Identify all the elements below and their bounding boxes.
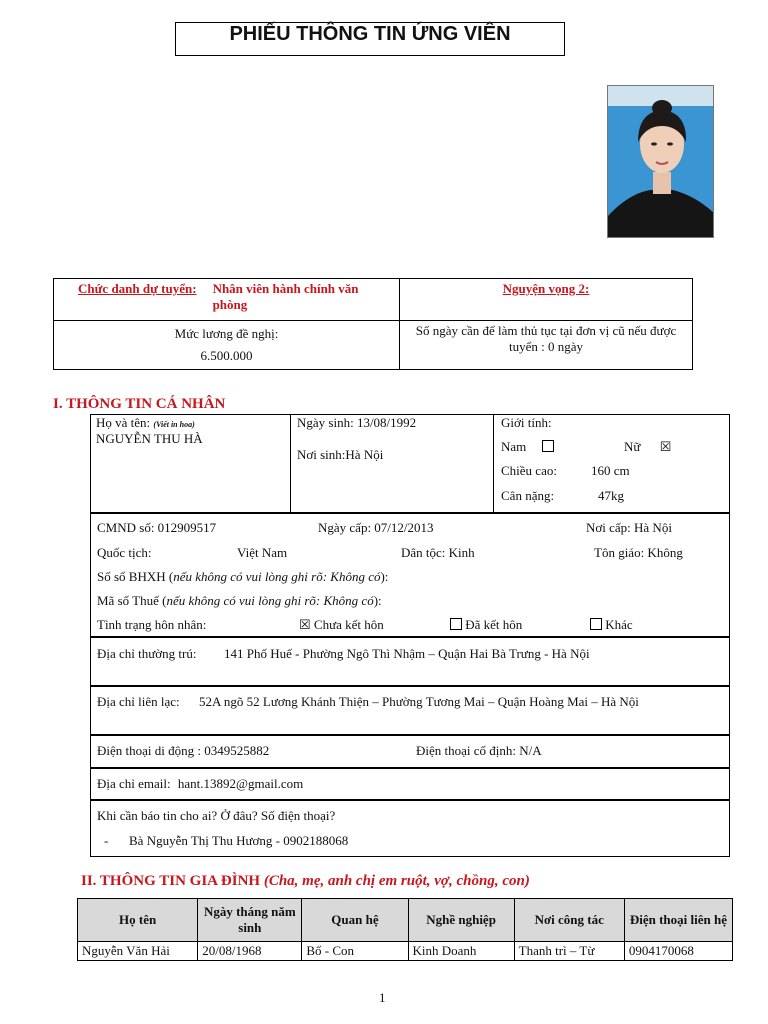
nationality-label: Quốc tịch: bbox=[97, 545, 152, 560]
family-col-job: Nghề nghiệp bbox=[408, 899, 514, 942]
family-col-workplace: Nơi công tác bbox=[514, 899, 624, 942]
id-issue-place: Nơi cấp: Hà Nội bbox=[586, 520, 672, 535]
salary-label: Mức lương đề nghị: bbox=[174, 326, 279, 341]
tax-note: nếu không có vui lòng ghi rõ: Không có bbox=[166, 593, 374, 608]
tax-line bbox=[97, 593, 382, 609]
notice-days-label: Số ngày cần để làm thủ tục tại đơn vị cũ nếu được tuyển : bbox=[415, 323, 677, 354]
nationality-value: Việt Nam bbox=[237, 545, 288, 560]
male-checkbox[interactable] bbox=[542, 440, 554, 452]
marital-single-option[interactable] bbox=[299, 617, 384, 633]
position-value: Nhân viên hành chính văn phòng bbox=[212, 281, 359, 312]
emergency-question: Khi cần báo tin cho ai? Ở đâu? Số điện thoại? bbox=[97, 808, 336, 823]
female-checkbox[interactable]: ☒ bbox=[659, 439, 672, 454]
family-cell-name: Nguyễn Văn Hải bbox=[78, 942, 198, 961]
contact-address-value: 52A ngõ 52 Lương Khánh Thiện – Phường Tương Mai – Quận Hoàng Mai – Hà Nội bbox=[199, 694, 639, 709]
landline-phone: Điện thoại cố định: N/A bbox=[416, 743, 542, 758]
name-label: Họ và tên: bbox=[96, 415, 151, 430]
applicant-photo bbox=[607, 85, 714, 238]
salary-value: 6.500.000 bbox=[200, 348, 253, 363]
married-checkbox[interactable] bbox=[450, 618, 462, 630]
permanent-address-value: 141 Phố Huế - Phường Ngô Thì Nhậm – Quận Hai Bà Trưng - Hà Nội bbox=[224, 646, 590, 661]
male-label: Nam bbox=[501, 439, 527, 454]
email-line bbox=[97, 776, 303, 792]
form-title: PHIẾU THÔNG TIN ỨNG VIÊN bbox=[175, 22, 565, 56]
tax-end: ): bbox=[373, 593, 382, 608]
email-label: Địa chỉ email: bbox=[97, 776, 171, 791]
family-col-phone: Điện thoại liên hệ bbox=[624, 899, 732, 942]
wish2-label: Nguyện vọng 2: bbox=[502, 281, 590, 296]
position-label: Chức danh dự tuyển: bbox=[78, 281, 197, 296]
wish2-cell bbox=[400, 279, 693, 321]
family-cell-workplace: Thanh trì – Từ bbox=[514, 942, 624, 961]
single-checkbox[interactable]: ☒ bbox=[299, 617, 311, 632]
id-issue-date: Ngày cấp: 07/12/2013 bbox=[318, 520, 434, 535]
single-label: Chưa kết hôn bbox=[313, 617, 384, 632]
gender-label: Giới tính: bbox=[501, 415, 552, 430]
section1-heading: I. THÔNG TIN CÁ NHÂN bbox=[53, 396, 226, 412]
birthplace: Nơi sinh:Hà Nội bbox=[297, 447, 384, 462]
marital-married-option[interactable] bbox=[450, 617, 522, 633]
position-table bbox=[53, 278, 693, 370]
tax-label: Mã số Thuế ( bbox=[97, 593, 167, 608]
email-value: hant.13892@gmail.com bbox=[177, 776, 304, 791]
married-label: Đã kết hôn bbox=[465, 617, 523, 632]
insurance-end: ): bbox=[380, 569, 389, 584]
family-cell-relation: Bố - Con bbox=[302, 942, 408, 961]
insurance-label: Số sổ BHXH ( bbox=[97, 569, 174, 584]
dob: Ngày sinh: 13/08/1992 bbox=[297, 415, 417, 430]
height-value: 160 cm bbox=[591, 463, 630, 478]
notice-days-value: 0 ngày bbox=[547, 339, 584, 354]
family-cell-job: Kinh Doanh bbox=[408, 942, 514, 961]
family-cell-dob: 20/08/1968 bbox=[198, 942, 302, 961]
section2-note: (Cha, mẹ, anh chị em ruột, vợ, chồng, con) bbox=[263, 873, 530, 889]
marital-other-option[interactable] bbox=[590, 617, 633, 633]
family-col-name: Họ tên bbox=[78, 899, 198, 942]
notice-days-cell bbox=[400, 321, 693, 370]
page-number: 1 bbox=[379, 990, 386, 1005]
table-row bbox=[78, 942, 733, 961]
mobile-phone: Điện thoại di động : 0349525882 bbox=[97, 743, 270, 758]
section2-title: II. THÔNG TIN GIA ĐÌNH bbox=[81, 873, 261, 889]
other-label: Khác bbox=[605, 617, 633, 632]
insurance-line bbox=[97, 569, 388, 585]
weight-value: 47kg bbox=[598, 488, 624, 503]
other-checkbox[interactable] bbox=[590, 618, 602, 630]
emergency-bullet: - bbox=[104, 833, 109, 848]
emergency-contact: Bà Nguyễn Thị Thu Hương - 0902188068 bbox=[129, 833, 349, 848]
family-table bbox=[77, 898, 733, 961]
salary-cell bbox=[54, 321, 400, 370]
position-cell bbox=[54, 279, 400, 321]
gender-female-option[interactable] bbox=[624, 439, 671, 455]
height-label: Chiều cao: bbox=[501, 463, 557, 478]
id-number: CMND số: 012909517 bbox=[97, 520, 217, 535]
name-hint: (Viết in hoa) bbox=[153, 420, 195, 429]
name-block bbox=[96, 416, 203, 446]
family-col-relation: Quan hệ bbox=[302, 899, 408, 942]
permanent-address-label: Địa chỉ thường trú: bbox=[97, 646, 197, 661]
name-value: NGUYỄN THU HÀ bbox=[96, 431, 203, 446]
religion: Tôn giáo: Không bbox=[594, 545, 683, 560]
ethnicity: Dân tộc: Kinh bbox=[401, 545, 475, 560]
female-label: Nữ bbox=[624, 439, 641, 454]
family-cell-phone: 0904170068 bbox=[624, 942, 732, 961]
weight-label: Cân nặng: bbox=[501, 488, 555, 503]
insurance-note: nếu không có vui lòng ghi rõ: Không có bbox=[173, 569, 381, 584]
applicant-photo-image bbox=[608, 86, 714, 238]
marital-label: Tình trạng hôn nhân: bbox=[97, 617, 207, 632]
contact-address-label: Địa chỉ liên lạc: bbox=[97, 694, 180, 709]
section2-heading bbox=[81, 873, 530, 890]
gender-male-option[interactable] bbox=[501, 439, 554, 455]
family-col-dob: Ngày tháng năm sinh bbox=[198, 899, 302, 942]
